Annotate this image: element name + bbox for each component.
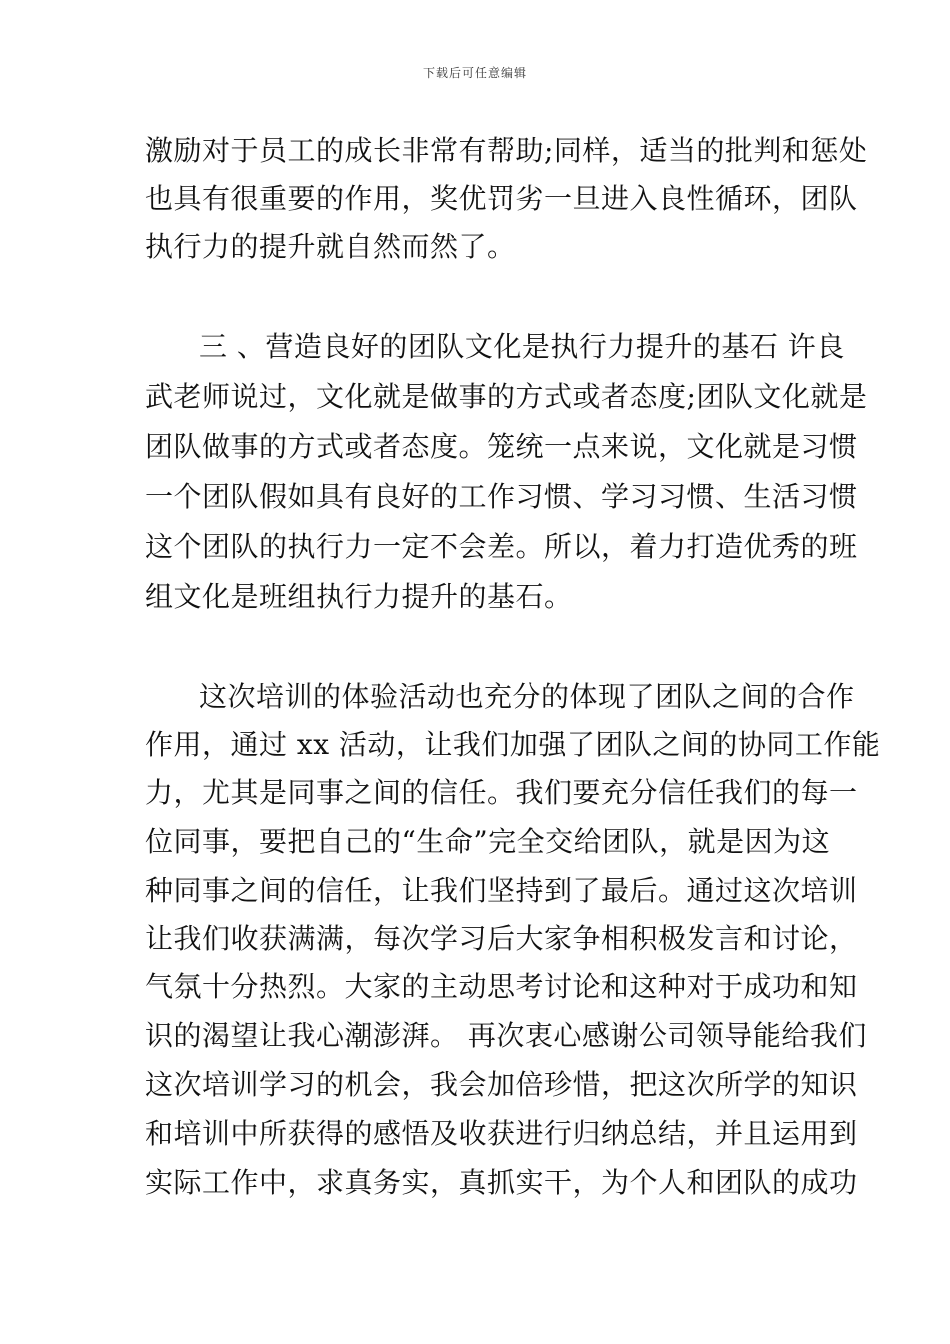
paragraph-1-line-3: 执行力的提升就自然而然了。 (145, 230, 516, 263)
paragraph-3-line-6: 让我们收获满满，每次学习后大家争相积极发言和讨论， (145, 922, 858, 955)
page-header: 下载后可任意编辑 (422, 66, 527, 80)
paragraph-2-line-2: 武老师说过，文化就是做事的方式或者态度;团队文化就是 (145, 380, 868, 413)
paragraph-2-line-4: 一个团队假如具有良好的工作习惯、学习习惯、生活习惯 (145, 480, 858, 513)
paragraph-3-line-9: 这次培训学习的机会，我会加倍珍惜，把这次所学的知识 (145, 1068, 858, 1101)
paragraph-3-line-5: 种同事之间的信任，让我们坚持到了最后。通过这次培训 (145, 874, 858, 907)
paragraph-2-line-1: 三 、营造良好的团队文化是执行力提升的基石 许良 (199, 330, 845, 363)
paragraph-2-line-5: 这个团队的执行力一定不会差。所以，着力打造优秀的班 (145, 530, 858, 563)
paragraph-2-line-3: 团队做事的方式或者态度。笼统一点来说，文化就是习惯 (145, 430, 858, 463)
paragraph-1-line-2: 也具有很重要的作用，奖优罚劣一旦进入良性循环，团队 (145, 182, 858, 215)
paragraph-2-line-6: 组文化是班组执行力提升的基石。 (145, 580, 573, 613)
paragraph-3-line-1: 这次培训的体验活动也充分的体现了团队之间的合作 (199, 680, 855, 713)
paragraph-3-line-4: 位同事，要把自己的“生命”完全交给团队，就是因为这 (145, 825, 831, 858)
paragraph-3-line-2: 作用，通过 xx 活动，让我们加强了团队之间的协同工作能 (145, 728, 881, 761)
paragraph-1-line-1: 激励对于员工的成长非常有帮助;同样，适当的批判和惩处 (145, 134, 868, 167)
paragraph-3-line-10: 和培训中所获得的感悟及收获进行归纳总结，并且运用到 (145, 1117, 858, 1150)
paragraph-3-line-3: 力，尤其是同事之间的信任。我们要充分信任我们的每一 (145, 776, 858, 809)
paragraph-3-line-7: 气氛十分热烈。大家的主动思考讨论和这种对于成功和知 (145, 970, 858, 1003)
paragraph-3-line-11: 实际工作中，求真务实，真抓实干，为个人和团队的成功 (145, 1166, 858, 1199)
paragraph-3-line-8: 识的渴望让我心潮澎湃。 再次衷心感谢公司领导能给我们 (145, 1019, 867, 1052)
